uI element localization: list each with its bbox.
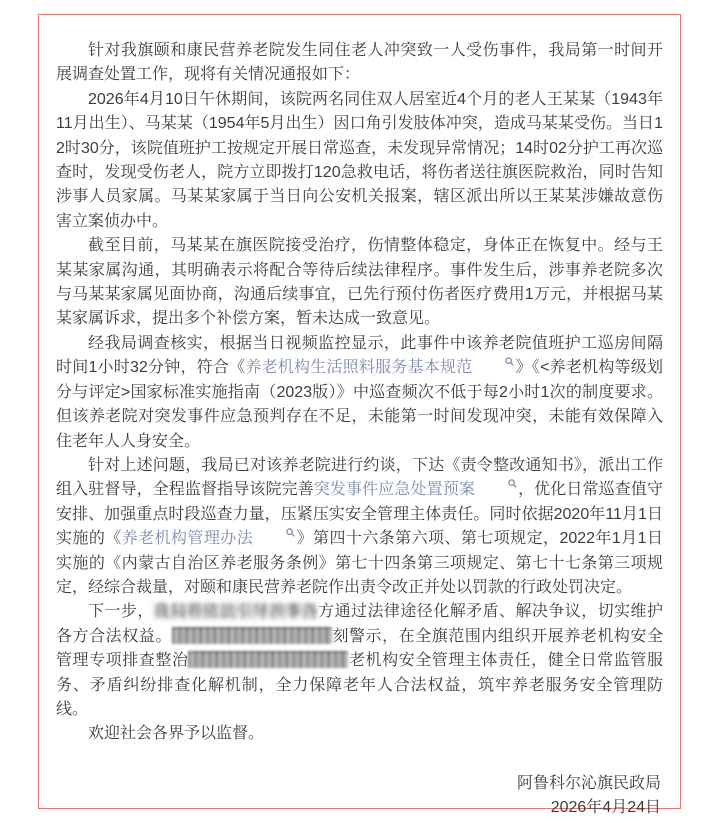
notice-paragraph-6	[56, 600, 663, 722]
paragraph-text: 下一步，	[88, 603, 154, 621]
paragraph-text: 老机构安全管理主体责任，健全日常监管服务、矛盾纠纷排查化解机制，全力保障老年人合法权益，筑牢养老服务安全管理防线。	[56, 652, 663, 718]
search-link[interactable]	[314, 481, 518, 498]
search-link[interactable]	[245, 359, 515, 376]
signature-block	[56, 772, 663, 821]
paragraph-text: ，优化日常巡查值守安排、加强重点时段巡查力量，压紧压实安全管理主体责任。同时依据2020年11月1日实施的《	[56, 481, 663, 548]
paragraph-text: 针对上述问题，我局已对该养老院进行约谈，下达《责令整改通知书》，派出工作组入驻督导，全程监督指导该院完善	[56, 456, 663, 499]
paragraph-text: 截至目前，马某某在旗医院接受治疗，伤情整体稳定，身体正在恢复中。经与王某某家属沟通，其明确表示将配合等待后续法律程序。事件发生后，涉事养老院多次与马某某家属见面协商，沟通后续事宜，已先行预付伤者医疗费用1万元，并根据马某某家属诉求，提出多个补偿方案，暂未达成一致意见。	[56, 237, 663, 328]
notice-paragraph-5	[56, 454, 663, 600]
search-link-label: 养老机构管理办法	[121, 530, 254, 548]
notice-frame	[38, 14, 681, 817]
paragraph-text: 方通过法律途径化解矛盾、解决争议，切实维护各方合法权益。	[56, 603, 663, 645]
notice-paragraph-3	[56, 234, 663, 332]
search-icon	[254, 528, 295, 537]
notice-paragraph-7	[56, 722, 663, 746]
paragraph-text: 》《<养老机构等级划分与评定>国家标准实施指南（2023版）》中巡查频次不低于每2小时1次的制度要求。但该养老院对突发事件应急预判存在不足，未能第一时间发现冲突，未能有效保障入住老年人人身安全。	[56, 359, 663, 450]
paragraph-text: 欢迎社会各界予以监督。	[88, 725, 265, 743]
search-icon	[476, 479, 517, 488]
signature-date: 2026年4月24日	[550, 799, 661, 817]
signature-org: 阿鲁科尔沁旗民政局	[516, 774, 661, 792]
search-icon	[473, 357, 514, 366]
paragraph-text: 》第四十六条第六项、第七项规定，2022年1月1日实施的《内蒙古自治区养老服务条例》第七十四条第三项规定、第七十七条第三项规定，经综合裁量，对颐和康民营养老院作出责令改正并处以罚款的行政处罚决定。	[56, 530, 663, 596]
notice-paragraph-2	[56, 88, 663, 234]
notice-paragraph-4	[56, 332, 663, 454]
redaction-smudge	[188, 651, 348, 668]
paragraph-text: 经我局调查核实，根据当日视频监控显示，此事件中该养老院值班护工巡房间隔时间1小时32分钟，符合《	[56, 334, 663, 377]
notice-paragraph-1	[56, 39, 663, 88]
smudged-text: 我局将依法引导涉事各	[153, 603, 319, 621]
paragraph-text: 刻警示，在全旗范围内组织开展养老机构安全管理专项排查整治	[56, 627, 663, 670]
paragraph-text: 2026年4月10日午休期间，该院两名同住双人居室近4个月的老人王某某（1943年11月出生）、马某某（1954年5月出生）因口角引发肢体冲突，造成马某某受伤。当日12时30分，该院值班护工按规定开展日常巡查，未发现异常情况；14时02分护工再次巡查时，发现受伤老人，院方立即拨打120急救电话，将伤者送往旗医院救治，同时告知涉事人员家属。马某某家属于当日向公安机关报案，辖区派出所以王某某涉嫌故意伤害立案侦办中。	[56, 90, 663, 230]
notice-document	[39, 15, 680, 821]
redaction-smudge	[172, 627, 332, 644]
search-link-label: 养老机构生活照料服务基本规范	[245, 359, 473, 377]
paragraph-text: 针对我旗颐和康民营养老院发生同住老人冲突致一人受伤事件，我局第一时间开展调查处置工作，现将有关情况通报如下：	[56, 42, 663, 84]
search-link[interactable]	[122, 530, 296, 547]
search-link-label: 突发事件应急处置预案	[313, 481, 475, 499]
